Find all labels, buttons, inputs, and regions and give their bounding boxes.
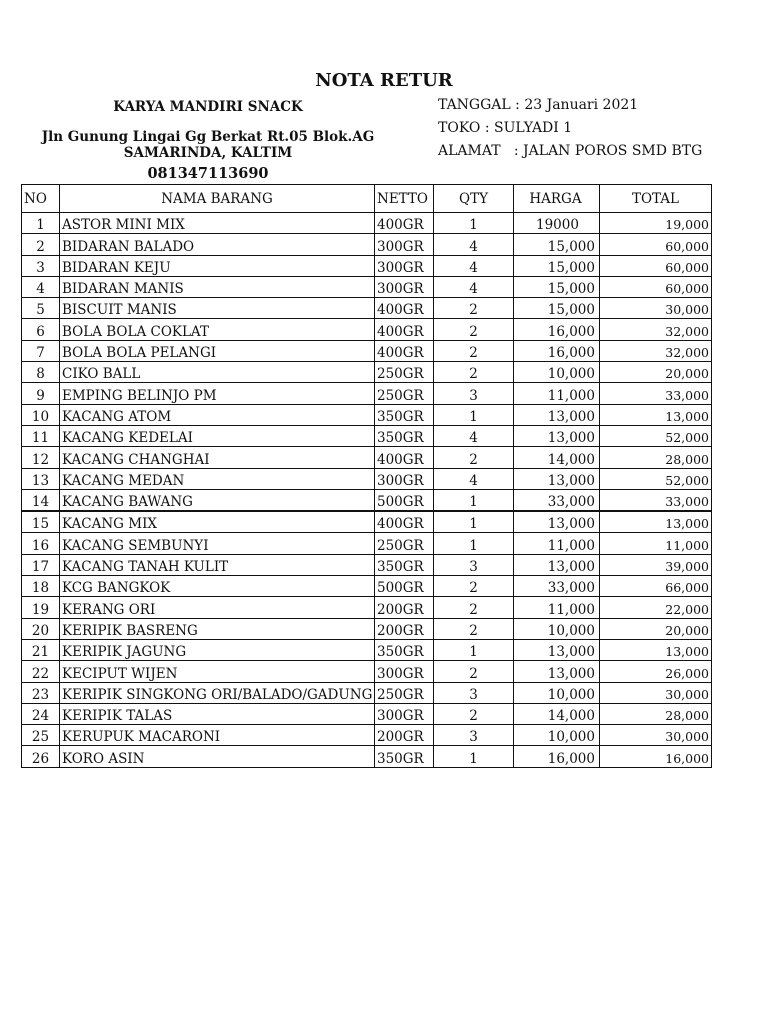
cell-harga: 15,000: [514, 276, 600, 297]
cell-no: 3: [22, 255, 60, 276]
cell-harga: 13,000: [514, 404, 600, 425]
cell-total: 60,000: [600, 234, 712, 255]
cell-no: 19: [22, 597, 60, 618]
cell-harga: 11,000: [514, 383, 600, 404]
table-row: [22, 533, 712, 554]
table-row: [22, 682, 712, 703]
cell-harga: 13,000: [514, 554, 600, 575]
cell-netto: 350GR: [375, 554, 434, 575]
cell-total: 26,000: [600, 661, 712, 682]
cell-no: 5: [22, 298, 60, 319]
cell-total: 39,000: [600, 554, 712, 575]
cell-no: 11: [22, 425, 60, 446]
table-row: [22, 576, 712, 597]
cell-no: 21: [22, 639, 60, 660]
table-row: [22, 489, 712, 511]
cell-total: 16,000: [600, 746, 712, 767]
cell-nama-barang: EMPING BELINJO PM: [60, 383, 375, 404]
cell-no: 20: [22, 618, 60, 639]
cell-no: 4: [22, 276, 60, 297]
cell-nama-barang: KERUPUK MACARONI: [60, 725, 375, 746]
cell-harga: 10,000: [514, 682, 600, 703]
cell-netto: 400GR: [375, 340, 434, 361]
cell-netto: 250GR: [375, 682, 434, 703]
cell-no: 26: [22, 746, 60, 767]
cell-harga: 14,000: [514, 447, 600, 468]
table-row: [22, 703, 712, 724]
cell-nama-barang: KERANG ORI: [60, 597, 375, 618]
cell-harga: 13,000: [514, 661, 600, 682]
cell-netto: 400GR: [375, 511, 434, 533]
table-row: [22, 661, 712, 682]
cell-no: 2: [22, 234, 60, 255]
cell-qty: 3: [434, 682, 514, 703]
cell-netto: 400GR: [375, 319, 434, 340]
cell-total: 60,000: [600, 276, 712, 297]
cell-harga: 13,000: [514, 511, 600, 533]
table-row: [22, 213, 712, 234]
cell-no: 24: [22, 703, 60, 724]
cell-total: 28,000: [600, 447, 712, 468]
cell-nama-barang: BISCUIT MANIS: [60, 298, 375, 319]
cell-harga: 13,000: [514, 425, 600, 446]
cell-total: 30,000: [600, 682, 712, 703]
cell-netto: 500GR: [375, 489, 434, 511]
items-table: [21, 184, 712, 768]
cell-qty: 2: [434, 618, 514, 639]
table-row: [22, 554, 712, 575]
cell-qty: 2: [434, 597, 514, 618]
cell-nama-barang: KACANG SEMBUNYI: [60, 533, 375, 554]
cell-harga: 15,000: [514, 255, 600, 276]
cell-no: 25: [22, 725, 60, 746]
cell-no: 13: [22, 468, 60, 489]
company-phone: 081347113690: [147, 165, 269, 182]
cell-qty: 2: [434, 447, 514, 468]
cell-nama-barang: ASTOR MINI MIX: [60, 213, 375, 234]
company-address-line1: Jln Gunung Lingai Gg Berkat Rt.05 Blok.AG: [41, 129, 375, 145]
table-row: [22, 447, 712, 468]
cell-nama-barang: KACANG ATOM: [60, 404, 375, 425]
cell-nama-barang: BIDARAN BALADO: [60, 234, 375, 255]
header-harga: HARGA: [514, 185, 600, 213]
cell-total: 13,000: [600, 511, 712, 533]
table-row: [22, 404, 712, 425]
cell-qty: 4: [434, 468, 514, 489]
table-row: [22, 425, 712, 446]
cell-nama-barang: BIDARAN MANIS: [60, 276, 375, 297]
cell-qty: 2: [434, 340, 514, 361]
cell-nama-barang: KERIPIK TALAS: [60, 703, 375, 724]
cell-total: 32,000: [600, 319, 712, 340]
cell-qty: 3: [434, 383, 514, 404]
cell-harga: 10,000: [514, 362, 600, 383]
cell-total: 52,000: [600, 425, 712, 446]
document-title: NOTA RETUR: [315, 70, 453, 91]
cell-harga: 33,000: [514, 576, 600, 597]
cell-qty: 1: [434, 639, 514, 660]
table-row: [22, 319, 712, 340]
table-row: [22, 468, 712, 489]
cell-no: 14: [22, 489, 60, 511]
cell-no: 1: [22, 213, 60, 234]
cell-total: 33,000: [600, 383, 712, 404]
table-row: [22, 639, 712, 660]
cell-no: 8: [22, 362, 60, 383]
cell-nama-barang: KACANG MEDAN: [60, 468, 375, 489]
meta-toko: TOKO : SULYADI 1: [438, 120, 573, 136]
cell-netto: 350GR: [375, 425, 434, 446]
cell-total: 13,000: [600, 404, 712, 425]
cell-netto: 250GR: [375, 362, 434, 383]
cell-harga: 19000: [514, 213, 600, 234]
cell-nama-barang: KECIPUT WIJEN: [60, 661, 375, 682]
cell-total: 11,000: [600, 533, 712, 554]
cell-harga: 33,000: [514, 489, 600, 511]
cell-total: 20,000: [600, 618, 712, 639]
company-address-line2: SAMARINDA, KALTIM: [123, 145, 293, 161]
cell-qty: 4: [434, 234, 514, 255]
cell-nama-barang: KERIPIK BASRENG: [60, 618, 375, 639]
table-row: [22, 340, 712, 361]
cell-netto: 500GR: [375, 576, 434, 597]
cell-nama-barang: KACANG CHANGHAI: [60, 447, 375, 468]
cell-netto: 250GR: [375, 533, 434, 554]
cell-no: 16: [22, 533, 60, 554]
cell-nama-barang: BIDARAN KEJU: [60, 255, 375, 276]
cell-total: 30,000: [600, 298, 712, 319]
table-row: [22, 298, 712, 319]
cell-total: 22,000: [600, 597, 712, 618]
cell-qty: 4: [434, 255, 514, 276]
cell-total: 52,000: [600, 468, 712, 489]
cell-harga: 11,000: [514, 533, 600, 554]
cell-nama-barang: BOLA BOLA PELANGI: [60, 340, 375, 361]
cell-harga: 15,000: [514, 234, 600, 255]
cell-netto: 300GR: [375, 276, 434, 297]
cell-qty: 4: [434, 425, 514, 446]
cell-qty: 2: [434, 703, 514, 724]
cell-nama-barang: KACANG MIX: [60, 511, 375, 533]
cell-qty: 1: [434, 489, 514, 511]
cell-qty: 3: [434, 554, 514, 575]
cell-netto: 300GR: [375, 255, 434, 276]
company-name: KARYA MANDIRI SNACK: [113, 99, 303, 115]
table-row: [22, 618, 712, 639]
cell-nama-barang: KERIPIK SINGKONG ORI/BALADO/GADUNG: [60, 682, 375, 703]
cell-total: 66,000: [600, 576, 712, 597]
cell-harga: 15,000: [514, 298, 600, 319]
table-header-row: [22, 185, 712, 213]
cell-harga: 13,000: [514, 468, 600, 489]
cell-qty: 1: [434, 746, 514, 767]
cell-qty: 2: [434, 576, 514, 597]
table-row: [22, 597, 712, 618]
cell-qty: 2: [434, 661, 514, 682]
cell-netto: 200GR: [375, 725, 434, 746]
cell-nama-barang: KORO ASIN: [60, 746, 375, 767]
header-total: TOTAL: [600, 185, 712, 213]
cell-qty: 1: [434, 533, 514, 554]
cell-netto: 300GR: [375, 234, 434, 255]
cell-no: 23: [22, 682, 60, 703]
cell-harga: 10,000: [514, 618, 600, 639]
table-row: [22, 725, 712, 746]
cell-qty: 1: [434, 213, 514, 234]
table-row: [22, 362, 712, 383]
cell-qty: 2: [434, 298, 514, 319]
cell-qty: 4: [434, 276, 514, 297]
cell-total: 33,000: [600, 489, 712, 511]
cell-netto: 350GR: [375, 746, 434, 767]
table-row: [22, 234, 712, 255]
cell-nama-barang: KACANG BAWANG: [60, 489, 375, 511]
cell-no: 15: [22, 511, 60, 533]
header-qty: QTY: [434, 185, 514, 213]
cell-harga: 16,000: [514, 319, 600, 340]
cell-total: 13,000: [600, 639, 712, 660]
cell-no: 10: [22, 404, 60, 425]
cell-nama-barang: KERIPIK JAGUNG: [60, 639, 375, 660]
cell-netto: 300GR: [375, 703, 434, 724]
meta-alamat: ALAMAT : JALAN POROS SMD BTG: [438, 143, 703, 159]
cell-total: 60,000: [600, 255, 712, 276]
cell-netto: 250GR: [375, 383, 434, 404]
cell-netto: 200GR: [375, 618, 434, 639]
table-row: [22, 276, 712, 297]
cell-no: 9: [22, 383, 60, 404]
cell-no: 18: [22, 576, 60, 597]
cell-qty: 2: [434, 319, 514, 340]
cell-harga: 11,000: [514, 597, 600, 618]
cell-harga: 10,000: [514, 725, 600, 746]
cell-total: 30,000: [600, 725, 712, 746]
table-row: [22, 383, 712, 404]
cell-total: 19,000: [600, 213, 712, 234]
cell-netto: 400GR: [375, 447, 434, 468]
cell-no: 17: [22, 554, 60, 575]
cell-total: 32,000: [600, 340, 712, 361]
header-no: NO: [22, 185, 60, 213]
cell-harga: 16,000: [514, 746, 600, 767]
cell-qty: 3: [434, 725, 514, 746]
cell-nama-barang: BOLA BOLA COKLAT: [60, 319, 375, 340]
cell-netto: 350GR: [375, 404, 434, 425]
cell-nama-barang: CIKO BALL: [60, 362, 375, 383]
cell-no: 22: [22, 661, 60, 682]
cell-netto: 350GR: [375, 639, 434, 660]
cell-total: 28,000: [600, 703, 712, 724]
cell-nama-barang: KACANG KEDELAI: [60, 425, 375, 446]
cell-harga: 16,000: [514, 340, 600, 361]
cell-nama-barang: KCG BANGKOK: [60, 576, 375, 597]
header-netto: NETTO: [375, 185, 434, 213]
cell-qty: 2: [434, 362, 514, 383]
header-nama-barang: NAMA BARANG: [60, 185, 375, 213]
cell-qty: 1: [434, 404, 514, 425]
table-row: [22, 255, 712, 276]
cell-harga: 13,000: [514, 639, 600, 660]
cell-no: 6: [22, 319, 60, 340]
cell-netto: 300GR: [375, 661, 434, 682]
cell-qty: 1: [434, 511, 514, 533]
cell-total: 20,000: [600, 362, 712, 383]
cell-netto: 400GR: [375, 298, 434, 319]
cell-harga: 14,000: [514, 703, 600, 724]
cell-no: 12: [22, 447, 60, 468]
meta-tanggal: TANGGAL : 23 Januari 2021: [438, 97, 639, 113]
table-row: [22, 746, 712, 767]
cell-netto: 200GR: [375, 597, 434, 618]
cell-netto: 400GR: [375, 213, 434, 234]
cell-no: 7: [22, 340, 60, 361]
cell-netto: 300GR: [375, 468, 434, 489]
table-row: [22, 511, 712, 533]
cell-nama-barang: KACANG TANAH KULIT: [60, 554, 375, 575]
